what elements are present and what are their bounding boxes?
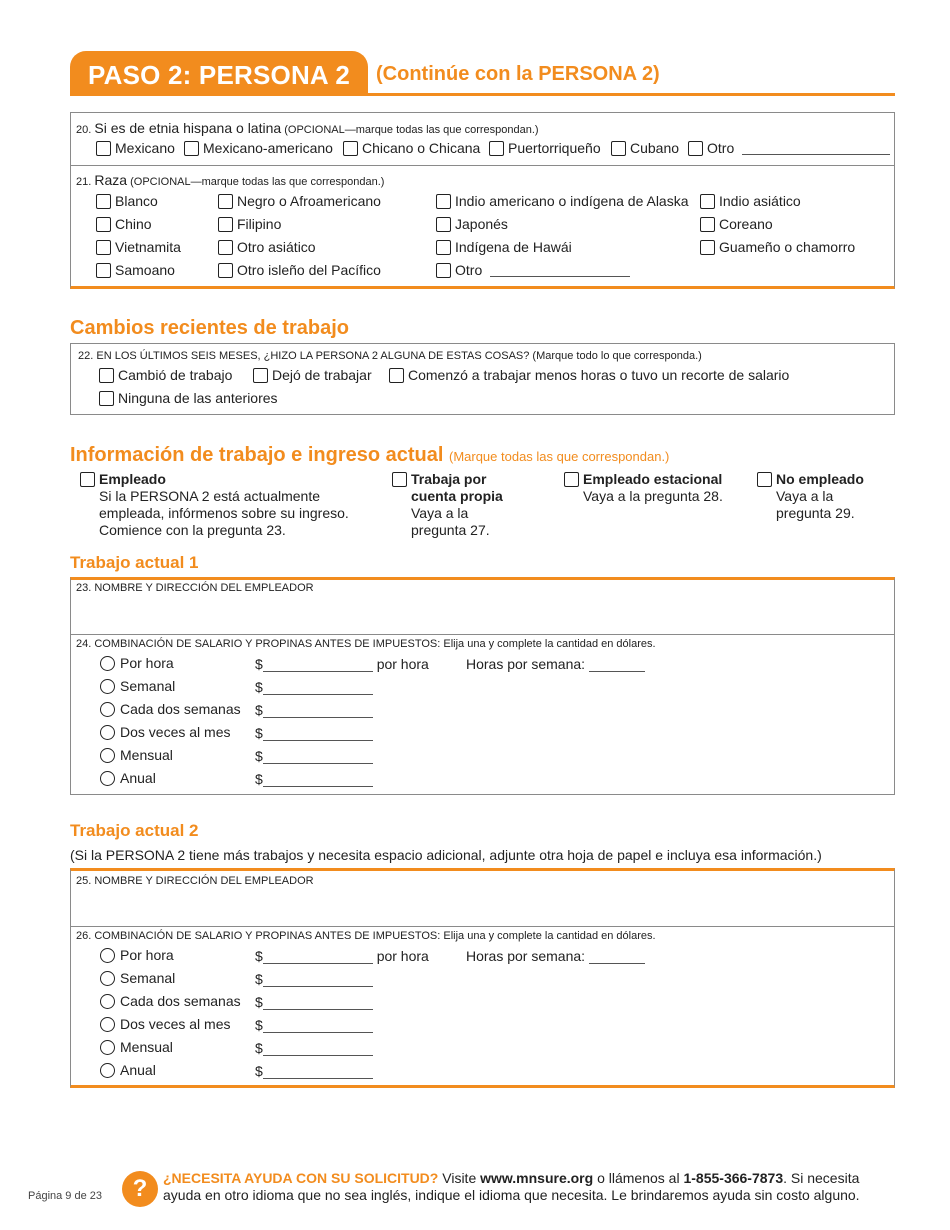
checkbox-icon (218, 194, 233, 209)
checkbox-icon (218, 240, 233, 255)
row-divider (71, 634, 894, 635)
q21-option-guameno[interactable]: Guameño o chamorro (700, 239, 855, 255)
q22-option-menos-horas[interactable]: Comenzó a trabajar menos horas o tuvo un recorte de salario (389, 367, 789, 383)
job1-amount-semimonthly[interactable]: $ (255, 725, 373, 741)
job2-amount-biweekly[interactable]: $ (255, 994, 373, 1010)
q20-option-mexicano-americano[interactable]: Mexicano-americano (184, 140, 333, 156)
job1-amount-hourly[interactable]: $ por hora (255, 656, 429, 672)
job2-freq-semimonthly[interactable]: Dos veces al mes (100, 1016, 230, 1032)
checkbox-icon (700, 217, 715, 232)
job2-title: Trabajo actual 2 (70, 821, 199, 840)
radio-icon (100, 725, 115, 740)
job1-title: Trabajo actual 1 (70, 553, 199, 572)
checkbox-icon (99, 368, 114, 383)
q25-label: 25. NOMBRE Y DIRECCIÓN DEL EMPLEADOR (76, 875, 314, 887)
job1-freq-semimonthly[interactable]: Dos veces al mes (100, 724, 230, 740)
q21-option-chino[interactable]: Chino (96, 216, 152, 232)
checkbox-icon (436, 240, 451, 255)
checkbox-icon (436, 194, 451, 209)
radio-icon (100, 994, 115, 1009)
radio-icon (100, 679, 115, 694)
help-icon: ? (122, 1171, 158, 1207)
radio-icon (100, 971, 115, 986)
status-unemployed[interactable]: No empleado Vaya a la pregunta 29. (757, 471, 887, 522)
phone-number: 1-855-366-7873 (683, 1170, 784, 1186)
q20-option-chicano[interactable]: Chicano o Chicana (343, 140, 480, 156)
page-number: Página 9 de 23 (28, 1190, 103, 1202)
q22-option-dejo[interactable]: Dejó de trabajar (253, 367, 372, 383)
checkbox-icon (489, 141, 504, 156)
q22-option-cambio[interactable]: Cambió de trabajo (99, 367, 232, 383)
q20-option-otro[interactable]: Otro (688, 140, 890, 156)
current-work-title: Información de trabajo e ingreso actual (Marque todas las que correspondan.) (70, 444, 670, 466)
checkbox-icon (436, 263, 451, 278)
job2-freq-biweekly[interactable]: Cada dos semanas (100, 993, 241, 1009)
checkbox-icon (700, 240, 715, 255)
job2-amount-hourly[interactable]: $ por hora (255, 948, 429, 964)
q20-option-mexicano[interactable]: Mexicano (96, 140, 175, 156)
q21-option-indigena-hawai[interactable]: Indígena de Hawái (436, 239, 572, 255)
step-subtitle: (Continúe con la PERSONA 2) (376, 63, 660, 85)
q21-label: 21. Raza (OPCIONAL—marque todas las que correspondan.) (76, 172, 385, 188)
q21-option-samoano[interactable]: Samoano (96, 262, 175, 278)
q21-option-coreano[interactable]: Coreano (700, 216, 773, 232)
q21-option-filipino[interactable]: Filipino (218, 216, 281, 232)
job1-freq-yearly[interactable]: Anual (100, 770, 156, 786)
checkbox-icon (80, 472, 95, 487)
current-work-note: (Marque todas las que correspondan.) (448, 449, 670, 464)
job2-amount-monthly[interactable]: $ (255, 1040, 373, 1056)
q21-option-indio-asiatico[interactable]: Indio asiático (700, 193, 801, 209)
checkbox-icon (757, 472, 772, 487)
radio-icon (100, 1017, 115, 1032)
job1-freq-biweekly[interactable]: Cada dos semanas (100, 701, 241, 717)
radio-icon (100, 1063, 115, 1078)
checkbox-icon (253, 368, 268, 383)
radio-icon (100, 656, 115, 671)
row-divider (71, 165, 894, 166)
otro-text-line[interactable] (490, 263, 630, 277)
q21-option-vietnamita[interactable]: Vietnamita (96, 239, 181, 255)
q24-label: 24. COMBINACIÓN DE SALARIO Y PROPINAS ANTES DE IMPUESTOS: Elija una y complete la cantidad en dólares. (76, 638, 656, 650)
checkbox-icon (96, 263, 111, 278)
row-divider (71, 926, 894, 927)
q22-label: 22. EN LOS ÚLTIMOS SEIS MESES, ¿HIZO LA PERSONA 2 ALGUNA DE ESTAS COSAS? (Marque todo lo que corresponda.) (78, 350, 702, 362)
website-link[interactable]: www.mnsure.org (480, 1170, 594, 1186)
checkbox-icon (99, 391, 114, 406)
step-rule (70, 93, 895, 96)
radio-icon (100, 771, 115, 786)
q20-option-cubano[interactable]: Cubano (611, 140, 679, 156)
job2-amount-yearly[interactable]: $ (255, 1063, 373, 1079)
q20-label: 20. Si es de etnia hispana o latina (OPCIONAL—marque todas las que correspondan.) (76, 120, 539, 136)
q22-option-ninguna[interactable]: Ninguna de las anteriores (99, 390, 278, 406)
q21-option-negro[interactable]: Negro o Afroamericano (218, 193, 381, 209)
q23-label: 23. NOMBRE Y DIRECCIÓN DEL EMPLEADOR (76, 582, 314, 594)
q21-option-otro-isleno[interactable]: Otro isleño del Pacífico (218, 262, 381, 278)
checkbox-icon (392, 472, 407, 487)
q20-option-puertorriqueno[interactable]: Puertorriqueño (489, 140, 601, 156)
job2-freq-yearly[interactable]: Anual (100, 1062, 156, 1078)
help-text: ¿NECESITA AYUDA CON SU SOLICITUD? Visite www.mnsure.org o llámenos al 1-855-366-7873. Si necesita ayuda en otro idioma que no sea inglés, indique el idioma que necesita. Le brindaremos ayuda sin costo alguno. (163, 1170, 860, 1203)
q26-label: 26. COMBINACIÓN DE SALARIO Y PROPINAS ANTES DE IMPUESTOS: Elija una y complete la cantidad en dólares. (76, 930, 656, 942)
job1-freq-hourly[interactable]: Por hora (100, 655, 174, 671)
q21-option-otro[interactable]: Otro (436, 262, 630, 278)
q21-option-indio-americano[interactable]: Indio americano o indígena de Alaska (436, 193, 689, 209)
checkbox-icon (96, 217, 111, 232)
job1-freq-monthly[interactable]: Mensual (100, 747, 173, 763)
work-changes-title: Cambios recientes de trabajo (70, 317, 349, 339)
radio-icon (100, 702, 115, 717)
q21-option-otro-asiatico[interactable]: Otro asiático (218, 239, 316, 255)
job2-freq-monthly[interactable]: Mensual (100, 1039, 173, 1055)
checkbox-icon (343, 141, 358, 156)
job1-box (70, 577, 895, 795)
q21-option-blanco[interactable]: Blanco (96, 193, 158, 209)
step-title: PASO 2: PERSONA 2 (70, 51, 368, 95)
job1-freq-weekly[interactable]: Semanal (100, 678, 175, 694)
job1-amount-yearly[interactable]: $ (255, 771, 373, 787)
job2-freq-hourly[interactable]: Por hora (100, 947, 174, 963)
checkbox-icon (218, 263, 233, 278)
checkbox-icon (700, 194, 715, 209)
q21-option-japones[interactable]: Japonés (436, 216, 508, 232)
radio-icon (100, 1040, 115, 1055)
job2-amount-weekly[interactable]: $ (255, 971, 373, 987)
radio-icon (100, 748, 115, 763)
checkbox-icon (218, 217, 233, 232)
checkbox-icon (389, 368, 404, 383)
checkbox-icon (184, 141, 199, 156)
job1-amount-monthly[interactable]: $ (255, 748, 373, 764)
radio-icon (100, 948, 115, 963)
job2-note: (Si la PERSONA 2 tiene más trabajos y necesita espacio adicional, adjunte otra hoja de papel e incluya esa información.) (70, 847, 822, 863)
checkbox-icon (96, 141, 111, 156)
job2-amount-semimonthly[interactable]: $ (255, 1017, 373, 1033)
job2-hours-per-week[interactable]: Horas por semana: (466, 948, 645, 964)
status-self-employed[interactable]: Trabaja por cuenta propia Vaya a la pregunta 27. (392, 471, 542, 539)
job2-box (70, 868, 895, 1088)
checkbox-icon (96, 240, 111, 255)
checkbox-icon (688, 141, 703, 156)
otro-text-line[interactable] (742, 141, 890, 155)
job1-amount-weekly[interactable]: $ (255, 679, 373, 695)
job2-freq-weekly[interactable]: Semanal (100, 970, 175, 986)
checkbox-icon (436, 217, 451, 232)
checkbox-icon (564, 472, 579, 487)
job1-amount-biweekly[interactable]: $ (255, 702, 373, 718)
checkbox-icon (96, 194, 111, 209)
status-seasonal[interactable]: Empleado estacional Vaya a la pregunta 28. (564, 471, 744, 505)
job1-hours-per-week[interactable]: Horas por semana: (466, 656, 645, 672)
checkbox-icon (611, 141, 626, 156)
status-employed[interactable]: Empleado Si la PERSONA 2 está actualmente empleada, infórmenos sobre su ingreso. Comience con la pregunta 23. (80, 471, 380, 539)
